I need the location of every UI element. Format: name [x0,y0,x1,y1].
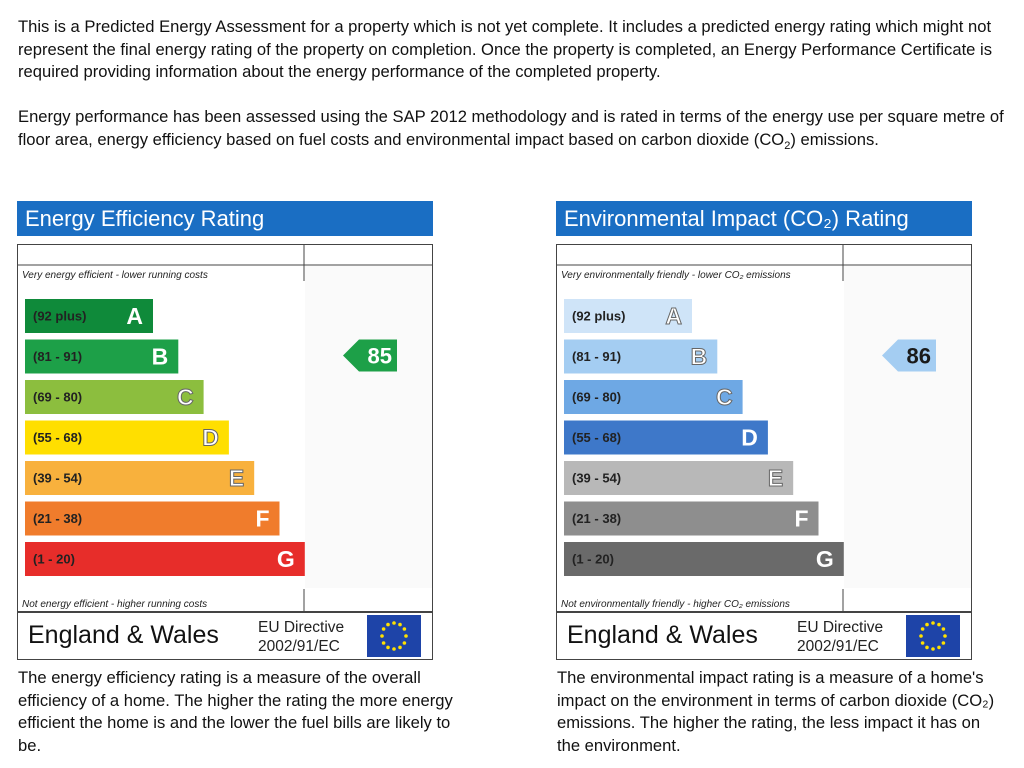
band-letter: G [815,546,834,572]
energy-efficiency-title: Energy Efficiency Rating [17,201,433,236]
intro-paragraph-2-end: ) emissions. [790,129,879,149]
rating-band-e [25,461,254,495]
eu-directive-line-1: EU Directive [258,619,345,636]
eu-directive-label [258,618,344,656]
rating-band-f [25,502,280,536]
band-range-label: (55 - 68) [572,430,622,445]
rating-band-a [25,299,153,333]
energy-efficiency-panel [17,201,433,661]
rating-band-b [25,340,178,374]
band-range-label: (21 - 38) [572,511,622,526]
rating-band-c [564,380,743,414]
rating-band-d [25,421,229,455]
eu-directive-line-2: 2002/91/EC [258,638,340,655]
band-letter: A [126,303,143,329]
potential-column [305,266,432,588]
band-range-label: (92 plus) [572,308,626,324]
eu-flag-icon [367,615,421,657]
band-letter: F [255,505,270,532]
top-note: Very energy efficient - lower running costs [22,270,208,281]
band-letter: A [665,303,682,329]
potential-rating-value: 85 [367,343,392,369]
band-range-label: (55 - 68) [33,430,83,445]
eu-directive-line-2: 2002/91/EC [797,638,879,655]
band-letter: D [741,424,758,451]
band-range-label: (1 - 20) [33,551,75,567]
rating-band-a [564,299,692,333]
bottom-note: Not environmentally friendly - higher CO₂ emissions [561,599,790,610]
environmental-impact-panel [556,201,972,661]
potential-rating-value: 86 [906,343,931,369]
region-label: England & Wales [567,621,758,649]
band-letter: E [228,465,245,491]
band-letter: C [715,384,733,410]
co2-subscript: 2 [784,139,791,152]
band-range-label: (39 - 54) [33,470,83,486]
eu-flag-icon [906,615,960,657]
rating-band-b [564,340,717,374]
band-range-label: (39 - 54) [572,470,622,486]
rating-band-f [564,502,819,536]
band-range-label: (81 - 91) [33,349,83,364]
band-letter: E [767,465,784,491]
band-letter: C [176,384,194,410]
rating-band-g [25,542,305,576]
intro-paragraph-2 [18,106,1008,157]
rating-band-d [564,421,768,455]
potential-column [844,266,971,588]
band-range-label: (69 - 80) [33,389,83,405]
region-label: England & Wales [28,621,219,649]
rating-band-g [564,542,844,576]
band-letter: D [202,424,219,451]
top-note: Very environmentally friendly - lower CO₂ emissions [561,270,791,281]
rating-band-c [25,380,204,414]
band-letter: F [794,505,809,532]
band-letter: G [276,546,295,572]
band-range-label: (21 - 38) [33,511,83,526]
rating-band-e [564,461,793,495]
eu-directive-line-1: EU Directive [797,619,884,636]
eu-directive-label [797,618,883,656]
energy-efficiency-description: The energy efficiency rating is a measure of the overall efficiency of a home. The higher the rating the more energy efficient the home is and the lower the fuel bills are likely to be. [18,668,453,755]
environmental-impact-title: Environmental Impact (CO₂) Rating [556,201,972,236]
band-letter: B [151,343,169,370]
environmental-impact-footer [556,612,972,660]
energy-efficiency-footer [17,612,433,660]
intro-paragraph-1: This is a Predicted Energy Assessment for a property which is not yet complete. It includes a predicted energy rating which might not represent the final energy rating of the property on completion. Once the property is completed, an Energy Performance Certificate is required providing information about the energy performance of the completed property. [18,17,993,81]
energy-efficiency-chart [17,244,433,612]
band-range-label: (1 - 20) [572,551,614,567]
band-letter: B [690,343,708,370]
environmental-impact-description: The environmental impact rating is a measure of a home's impact on the environment in terms of carbon dioxide (CO₂) emissions. The higher the rating, the less impact it has on the environment. [557,668,995,755]
environmental-impact-chart [556,244,972,612]
bottom-note: Not energy efficient - higher running costs [22,599,208,610]
band-range-label: (92 plus) [33,308,87,324]
band-range-label: (81 - 91) [572,349,622,364]
band-range-label: (69 - 80) [572,389,622,405]
intro-paragraph-2-text: Energy performance has been assessed using the SAP 2012 methodology and is rated in terms of the energy use per square metre of floor area, energy efficiency based on fuel costs and environmental impact based on carbon dioxide (CO [18,107,1004,149]
